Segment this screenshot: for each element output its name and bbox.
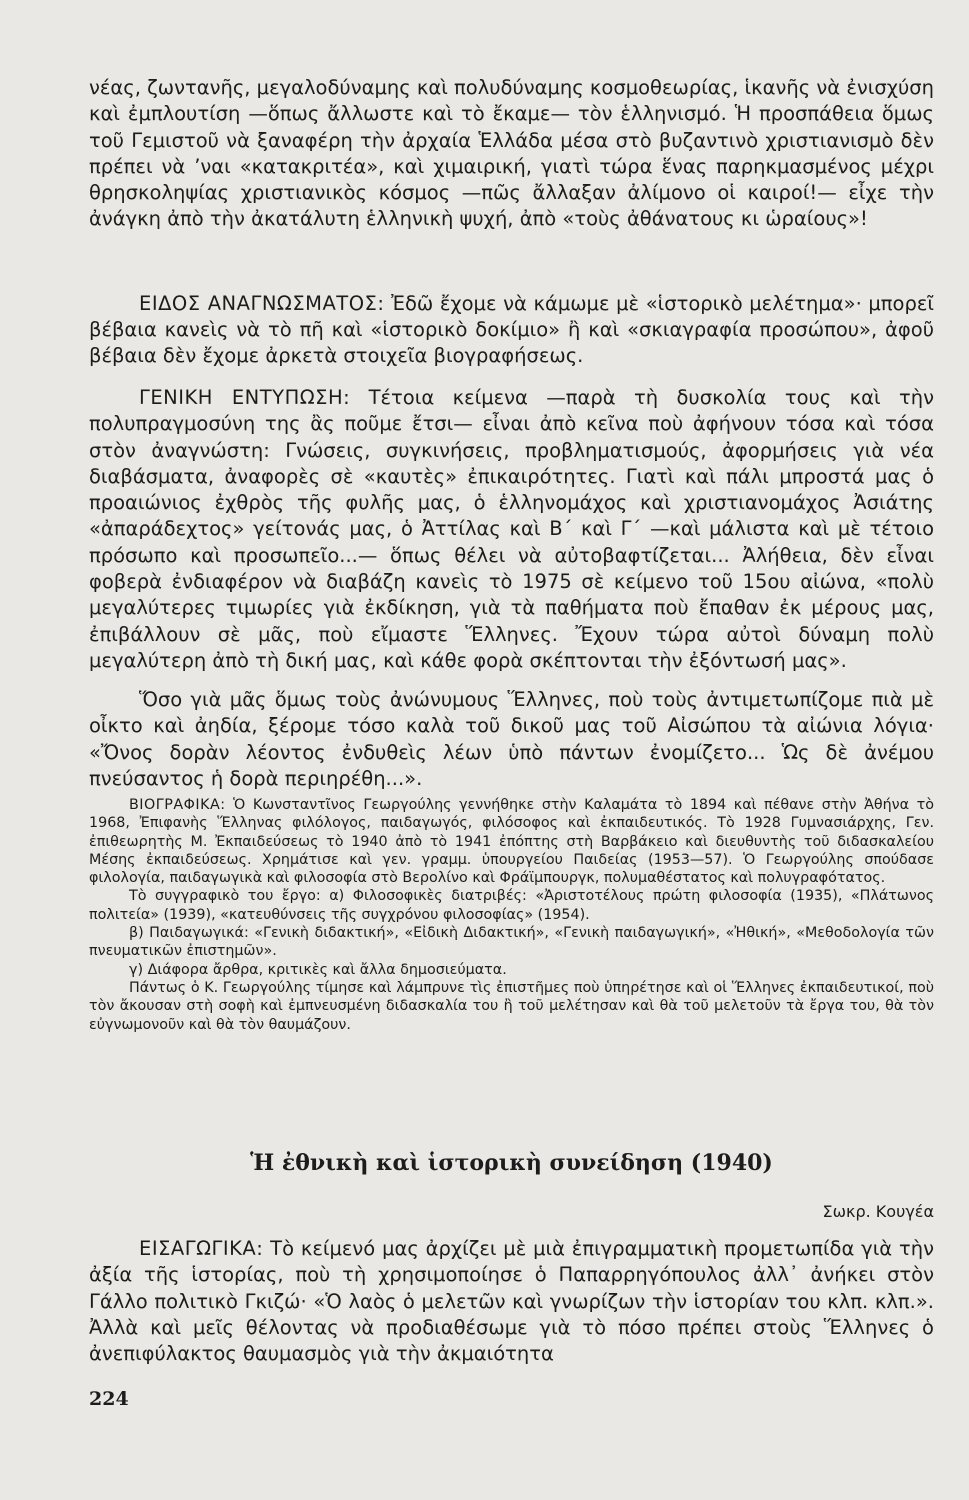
bio-closing: Πάντως ὁ Κ. Γεωργούλης τίμησε καὶ λάμπρυνε τὶς ἐπιστῆμες ποὺ ὑπηρέτησε καὶ οἱ Ἕλληνες ἐκπαιδευτικοί, ποὺ τὸν ἄκουσαν στὴ σοφὴ καὶ ἐμπνευσμένη διδασκαλία του ἢ τοῦ μελέτησαν καὶ θὰ τοῦ μελετοῦν τὰ ἔργα του, θὰ τὸν εὐγνωμονοῦν καὶ θὰ τὸν θαυμάζουν. xyxy=(89,979,934,1033)
bio-works-c: γ) Διάφορα ἄρθρα, κριτικὲς καὶ ἄλλα δημοσιεύματα. xyxy=(129,961,507,978)
reading-type-label: ΕΙΔΟΣ ΑΝΑΓΝΩΣΜΑΤΟΣ: xyxy=(139,292,385,315)
paragraph-1: νέας, ζωντανῆς, μεγαλοδύναμης καὶ πολυδύναμης κοσμοθεωρίας, ἱκανῆς νὰ ἐνισχύση καὶ ἐμπλουτίση —ὅπως ἄλλωστε καὶ τὸ ἔκαμε— τὸν ἑλληνισμό. Ἡ προσπάθεια ὅμως τοῦ Γεμιστοῦ νὰ ξαναφέρη τὴν ἀρχαία Ἑλλάδα μέσα στὸ βυζαντινὸ χριστιανισμὸ δὲν πρέπει νὰ ’ναι «κατακριτέα», καὶ χιμαιρική, γιατὶ τώρα ἕνας παρηκμασμένος μέχρι θρησκοληψίας χριστιανικὸς κόσμος —πῶς ἄλλαξαν ἀλίμονο οἱ καιροί!— εἶχε τὴν ἀνάγκη ἀπὸ τὴν ἀκατάλυτη ἑλληνικὴ ψυχή, ἀπὸ «τοὺς ἀθάνατους κι ὡραίους»! xyxy=(89,76,934,231)
bio-text: Ὁ Κωνσταντῖνος Γεωργούλης γεννήθηκε στὴν Καλαμάτα τὸ 1894 καὶ πέθανε στὴν Ἀθήνα τὸ 1968, Ἐπιφανὴς Ἕλληνας φιλόλογος, παιδαγωγός, φιλόσοφος καὶ ἐκπαιδευτικός. Τὸ 1928 Γυμνασιάρχης, Γεν. ἐπιθεωρητὴς Μ. Ἐκπαιδεύσεως τὸ 1940 ἀπὸ τὸ 1941 ἐπόπτης στὴ Βαρβάκειο καὶ διευθυντὴς τοῦ διδασκαλείου Μέσης ἐκπαιδεύσεως. Χρημάτισε καὶ γεν. γραμμ. ὑπουργείου Παιδείας (1953—57). Ὁ Γεωργούλης σπούδασε φιλολογία, παιδαγωγικὰ καὶ φιλοσοφία στὸ Βερολίνο καὶ Φράϊμπουργκ, πολυμαθέστατος καὶ πολυγραφότατος. xyxy=(89,797,934,887)
bio-works-intro: Τὸ συγγραφικὸ του ἔργο: α) Φιλοσοφικὲς διατριβές: «Ἀριστοτέλους πρώτη φιλοσοφία (1935), «Πλάτωνος πολιτεία» (1939), «κατευθύνσεις τῆς συγχρόνου φιλοσοφίας» (1954). xyxy=(89,888,934,923)
bio-label: ΒΙΟΓΡΑΦΙΚΑ: xyxy=(129,797,226,813)
paragraph-reading-type xyxy=(89,291,934,369)
page-number: 224 xyxy=(89,1388,129,1410)
general-impression-label: ΓΕΝΙΚΗ ΕΝΤΥΠΩΣΗ: xyxy=(139,386,351,409)
paragraph-aesop: Ὅσο γιὰ μᾶς ὅμως τοὺς ἀνώνυμους Ἕλληνες, ποὺ τοὺς ἀντιμετωπίζομε πιὰ μὲ οἶκτο καὶ ἀηδία, ξέρομε τόσο καλὰ τοῦ δικοῦ μας τοῦ Αἰσώπου τὰ αἰώνια λόγια· «Ὄνος δορὰν λέοντος ἐνδυθεὶς λέων ὑπὸ πάντων ἐνομίζετο... Ὡς δὲ ἀνέμου πνεύσαντος ἡ δορὰ περιηρέθη...». xyxy=(89,688,934,790)
paragraph-introductory xyxy=(89,1236,934,1367)
section-title: Ἡ ἐθνικὴ καὶ ἱστορικὴ συνείδηση (1940) xyxy=(250,1150,773,1176)
paragraph-general-impression xyxy=(89,385,934,674)
bio-works-b: β) Παιδαγωγικά: «Γενικὴ διδακτική», «Εἰδικὴ Διδακτική», «Γενικὴ παιδαγωγική», «Ἠθική», «Μεθοδολογία τῶν πνευματικῶν ἐπιστημῶν». xyxy=(89,925,934,960)
bio-main xyxy=(89,796,934,887)
reading-type-text: Ἐδῶ ἔχομε νὰ κάμωμε μὲ «ἱστορικὸ μελέτημα»· μπορεῖ βέβαια κανεὶς νὰ τὸ πῆ καὶ «ἱστορικὸ δοκίμιο» ἢ καὶ «σκιαγραφία προσώπου», ἀφοῦ βέβαια δὲν ἔχομε ἀρκετὰ στοιχεῖα βιογραφήσεως. xyxy=(89,292,934,367)
general-impression-text: Τέτοια κείμενα —παρὰ τὴ δυσκολία τους καὶ τὴν πολυπραγμοσύνη της ἂς ποῦμε ἔτσι— εἶναι ἀπὸ κεῖνα ποὺ ἀφήνουν τόσα καὶ τόσα στὸν ἀναγνώστη: Γνώσεις, συγκινήσεις, προβληματισμούς, ἀφορμήσεις γιὰ νέα διαβάσματα, ἀναφορὲς σὲ «καυτὲς» ἐπικαιρότητες. Γιατὶ καὶ πάλι μπροστά μας ὁ προαιώνιος ἐχθρὸς τῆς φυλῆς μας, ὁ ἑλληνομάχος καὶ χριστιανομάχος Ἀσιάτης «ἀπαράδεχτος» γείτονάς μας, ὁ Ἀττίλας καὶ Β´ καὶ Γ´ —καὶ μάλιστα καὶ μὲ τέτοιο πρόσωπο καὶ προσωπεῖο...— ὅπως θέλει νὰ αὐτοβαφτίζεται... Ἀλήθεια, δὲν εἶναι φοβερὰ ἐνδιαφέρον νὰ διαβάζη κανεὶς τὸ 1975 σὲ κείμενο τοῦ 15ου αἰώνα, «πολὺ μεγαλύτερες τιμωρίες γιὰ ἐκδίκηση, γιὰ τὰ παθήματα ποὺ ἔπαθαν ἐκ μέρους μας, ἐπιβάλλουν σὲ μᾶς, ποὺ εἴμαστε Ἕλληνες. Ἔχουν τώρα αὐτοὶ δύναμη πολὺ μεγαλύτερη ἀπὸ τὴ δική μας, καὶ κάθε φορὰ σκέπτονται τὴν ἐξόντωσή μας». xyxy=(89,386,934,672)
introductory-label: ΕΙΣΑΓΩΓΙΚΑ: xyxy=(139,1237,264,1260)
section-author: Σωκρ. Κουγέα xyxy=(822,1202,934,1221)
introductory-text: Τὸ κείμενό μας ἀρχίζει μὲ μιὰ ἐπιγραμματικὴ προμετωπίδα γιὰ τὴν ἀξία τῆς ἱστορίας, ποὺ τὴ χρησιμοποίησε ὁ Παπαρρηγόπουλος ἀλλ᾽ ἀνήκει στὸν Γάλλο πολιτικὸ Γκιζώ· «Ὁ λαὸς ὁ μελετῶν καὶ γνωρίζων τὴν ἱστορίαν του κλπ. κλπ.». Ἀλλὰ καὶ μεῖς θέλοντας νὰ προδιαθέσωμε γιὰ τὸ πόσο πρέπει στοὺς Ἕλληνες ὁ ἀνεπιφύλακτος θαυμασμὸς γιὰ τὴν ἀκμαιότητα xyxy=(89,1237,934,1366)
biography-section xyxy=(89,796,934,1034)
